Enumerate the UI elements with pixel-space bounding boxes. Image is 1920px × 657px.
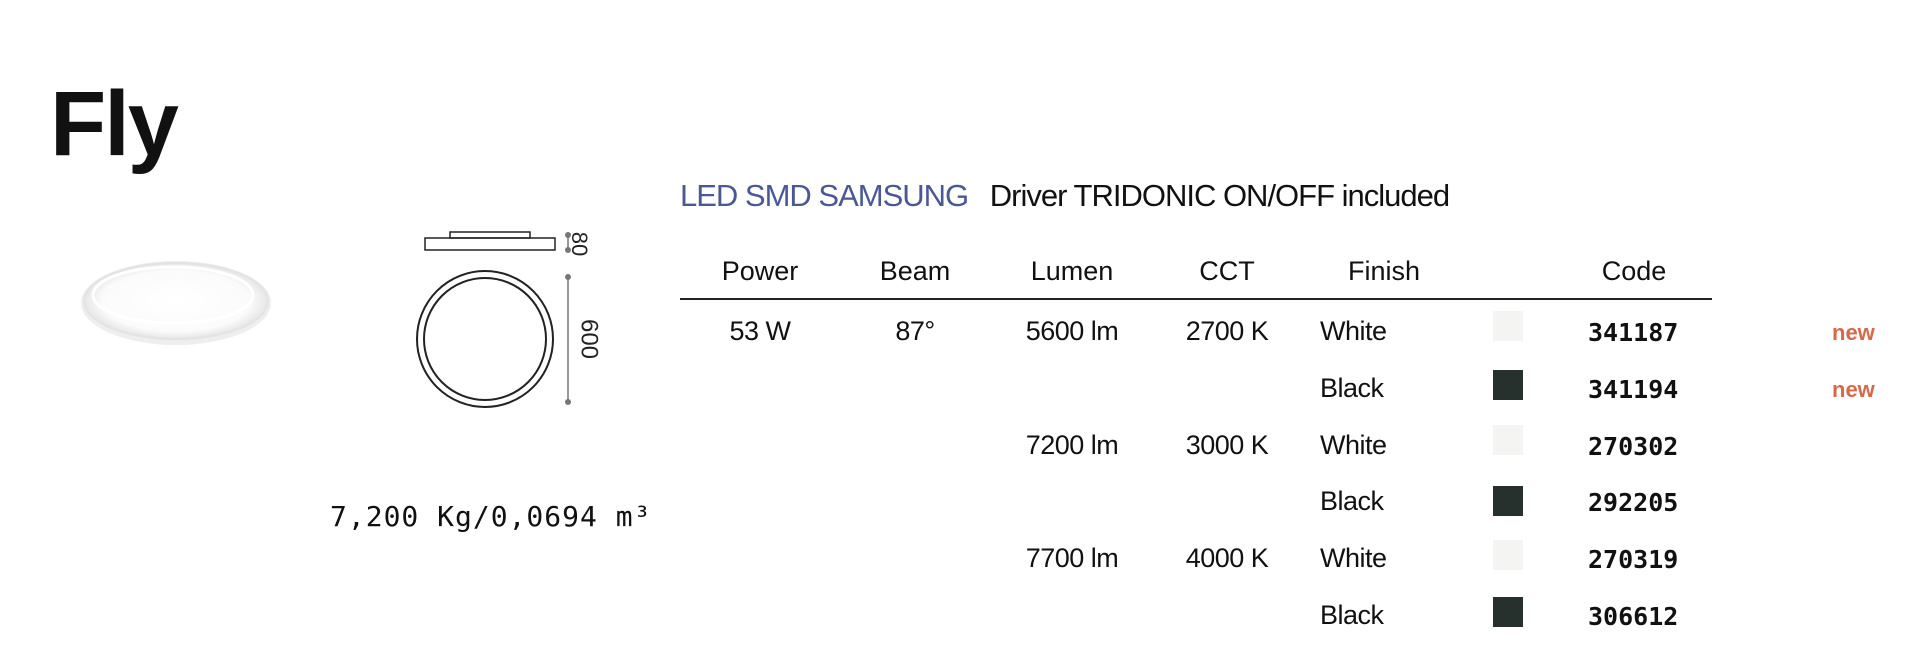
- finish-swatch: [1493, 425, 1523, 455]
- product-code: 341194: [1588, 375, 1679, 404]
- product-code: 270302: [1588, 432, 1679, 461]
- header-lumen: Lumen: [1030, 256, 1114, 286]
- product-code: 341187: [1588, 318, 1679, 347]
- cct-value: 2700 K: [1185, 316, 1269, 346]
- technical-drawing: [410, 222, 630, 422]
- lumen-value: 5600 lm: [1025, 316, 1119, 346]
- finish-value: Black: [1320, 486, 1384, 516]
- finish-swatch: [1493, 540, 1523, 570]
- finish-swatch: [1493, 311, 1523, 341]
- cct-value: 4000 K: [1185, 543, 1269, 573]
- led-type: LED SMD SAMSUNG: [680, 178, 969, 213]
- finish-value: White: [1320, 543, 1387, 573]
- finish-value: White: [1320, 316, 1387, 346]
- product-title: Fly: [50, 73, 177, 175]
- height-dimension-label: 80: [567, 231, 593, 257]
- header-code: Code: [1601, 256, 1667, 286]
- finish-swatch: [1493, 597, 1523, 627]
- product-code: 270319: [1588, 545, 1679, 574]
- header-finish: Finish: [1347, 256, 1421, 286]
- lumen-value: 7200 lm: [1025, 430, 1119, 460]
- product-code: 306612: [1588, 602, 1679, 631]
- spec-line: [680, 178, 1449, 214]
- lumen-value: 7700 lm: [1025, 543, 1119, 573]
- finish-swatch: [1493, 486, 1523, 516]
- header-power: Power: [721, 256, 799, 286]
- new-badge: new: [1832, 377, 1875, 402]
- weight-volume: 7,200 Kg/0,0694 m³: [330, 500, 652, 533]
- product-code: 292205: [1588, 488, 1679, 517]
- power-value: 53 W: [729, 316, 791, 346]
- lamp-photo: [78, 255, 278, 355]
- finish-value: White: [1320, 430, 1387, 460]
- cct-value: 3000 K: [1185, 430, 1269, 460]
- beam-value: 87°: [895, 316, 935, 346]
- finish-value: Black: [1320, 373, 1384, 403]
- header-divider: [680, 298, 1712, 300]
- header-cct: CCT: [1199, 256, 1255, 286]
- driver-info: Driver TRIDONIC ON/OFF included: [989, 178, 1450, 213]
- finish-value: Black: [1320, 600, 1384, 630]
- finish-swatch: [1493, 370, 1523, 400]
- new-badge: new: [1832, 320, 1875, 345]
- diameter-dimension-label: 600: [575, 318, 603, 360]
- header-beam: Beam: [879, 256, 951, 286]
